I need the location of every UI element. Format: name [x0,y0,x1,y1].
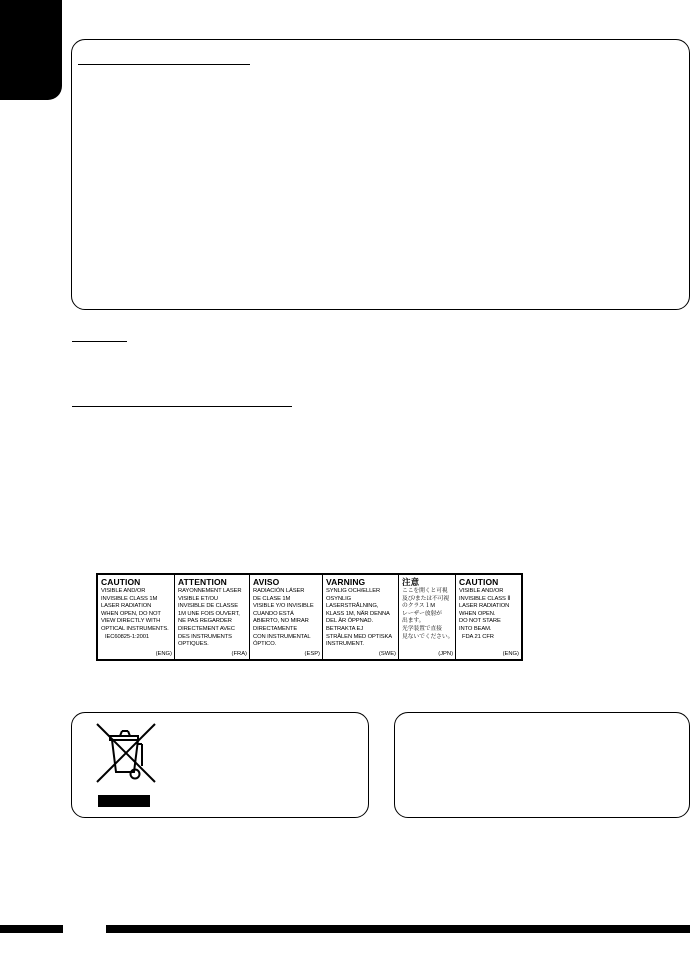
label-line: 1M UNE FOIS OUVERT, [178,610,240,617]
label-line: ÓPTICO. [253,641,277,648]
label-line: VISIBLE AND/OR [459,588,504,594]
label-column-heading: CAUTION [101,577,141,587]
crossed-out-wheeled-bin-icon [95,722,157,788]
label-line: 見ないでください。 [402,633,454,640]
label-line: VIEW DIRECTLY WITH [101,618,161,625]
label-column-jpn [399,575,456,659]
label-line: DIRECTEMENT AVEC [178,625,235,632]
label-line: WHEN OPEN. [459,610,496,617]
label-language-code: (ENG) [502,651,519,657]
label-line: STRÅLEN MED OPTISKA [326,633,393,640]
label-column-heading: VARNING [326,577,366,587]
label-language-code: (SWE) [378,651,396,657]
label-line: DIRECTAMENTE [253,625,298,632]
label-line: FDA 21 CFR [462,633,494,640]
label-line: CON INSTRUMENTAL [253,633,311,640]
label-line: VISIBLE ET/OU [178,595,218,602]
caution-notice-box [71,39,690,310]
label-line: LASER RADIATION [459,603,510,610]
label-line: NE PAS REGARDER [178,618,232,625]
label-line: LASERSTRÅLNING, [326,603,379,610]
label-line: RAYONNEMENT LASER [178,588,242,594]
label-column-swe [323,575,399,659]
label-line: RADIACIÓN LÁSER [253,588,305,594]
label-line: CUANDO ESTÁ [253,610,294,617]
label-line: INVISIBLE CLASS 1M [101,595,158,602]
label-line: DE CLASE 1M [253,595,291,602]
label-column-esp [250,575,323,659]
label-line: INVISIBLE DE CLASSE [178,603,238,610]
label-line: VISIBLE AND/OR [101,588,146,594]
label-language-code: (JPN) [438,651,453,657]
label-line: DO NOT STARE [459,618,501,625]
footer-bar-left [0,925,63,933]
label-line: のクラス１M [402,603,436,610]
section-heading-rule [72,341,127,342]
label-line: 及び/または不可視 [402,595,450,602]
label-line: VISIBLE Y/O INVISIBLE [253,603,314,610]
marking-bar [98,795,150,807]
laser-caution-label [96,573,523,661]
label-line: IEC60825-1:2001 [105,633,149,640]
label-line: 光学装置で直接 [402,625,442,632]
notice-heading-rule [78,64,250,65]
label-line: INTO BEAM. [459,625,492,632]
label-line: WHEN OPEN, DO NOT [101,610,161,617]
label-column-heading: AVISO [253,577,280,587]
language-tab [0,0,62,100]
label-line: OSYNLIG [326,595,352,602]
label-line: ABIERTO, NO MIRAR [253,618,309,625]
label-line: INSTRUMENT. [326,641,364,648]
label-line: 出ます。 [402,618,425,625]
label-column-eng [98,575,175,659]
label-line: レーザー放射が [402,610,442,617]
label-language-code: (FRA) [231,651,247,657]
label-column-fra [175,575,250,659]
label-line: DEL ÄR ÖPPNAD. [326,618,374,625]
label-column-eng-fda [456,575,521,659]
label-line: INVISIBLE CLASS Ⅱ [459,595,511,602]
footer-bar-right [106,925,690,933]
label-line: KLASS 1M, NÄR DENNA [326,610,390,617]
label-language-code: (ENG) [155,651,172,657]
label-line: BETRAKTA EJ [326,625,364,632]
label-line: SYNLIG OCH/ELLER [326,588,381,594]
label-line: ここを開くと可視 [402,588,448,594]
label-line: LASER RADIATION [101,603,152,610]
label-line: DES INSTRUMENTS [178,633,232,640]
label-section-heading-rule [72,406,292,407]
label-line: OPTIQUES. [178,641,209,648]
info-box [394,712,690,818]
label-column-heading: ATTENTION [178,577,227,587]
label-column-heading: CAUTION [459,577,499,587]
label-line: OPTICAL INSTRUMENTS. [101,625,169,632]
label-language-code: (ESP) [304,651,320,657]
label-column-heading: 注意 [402,577,420,587]
